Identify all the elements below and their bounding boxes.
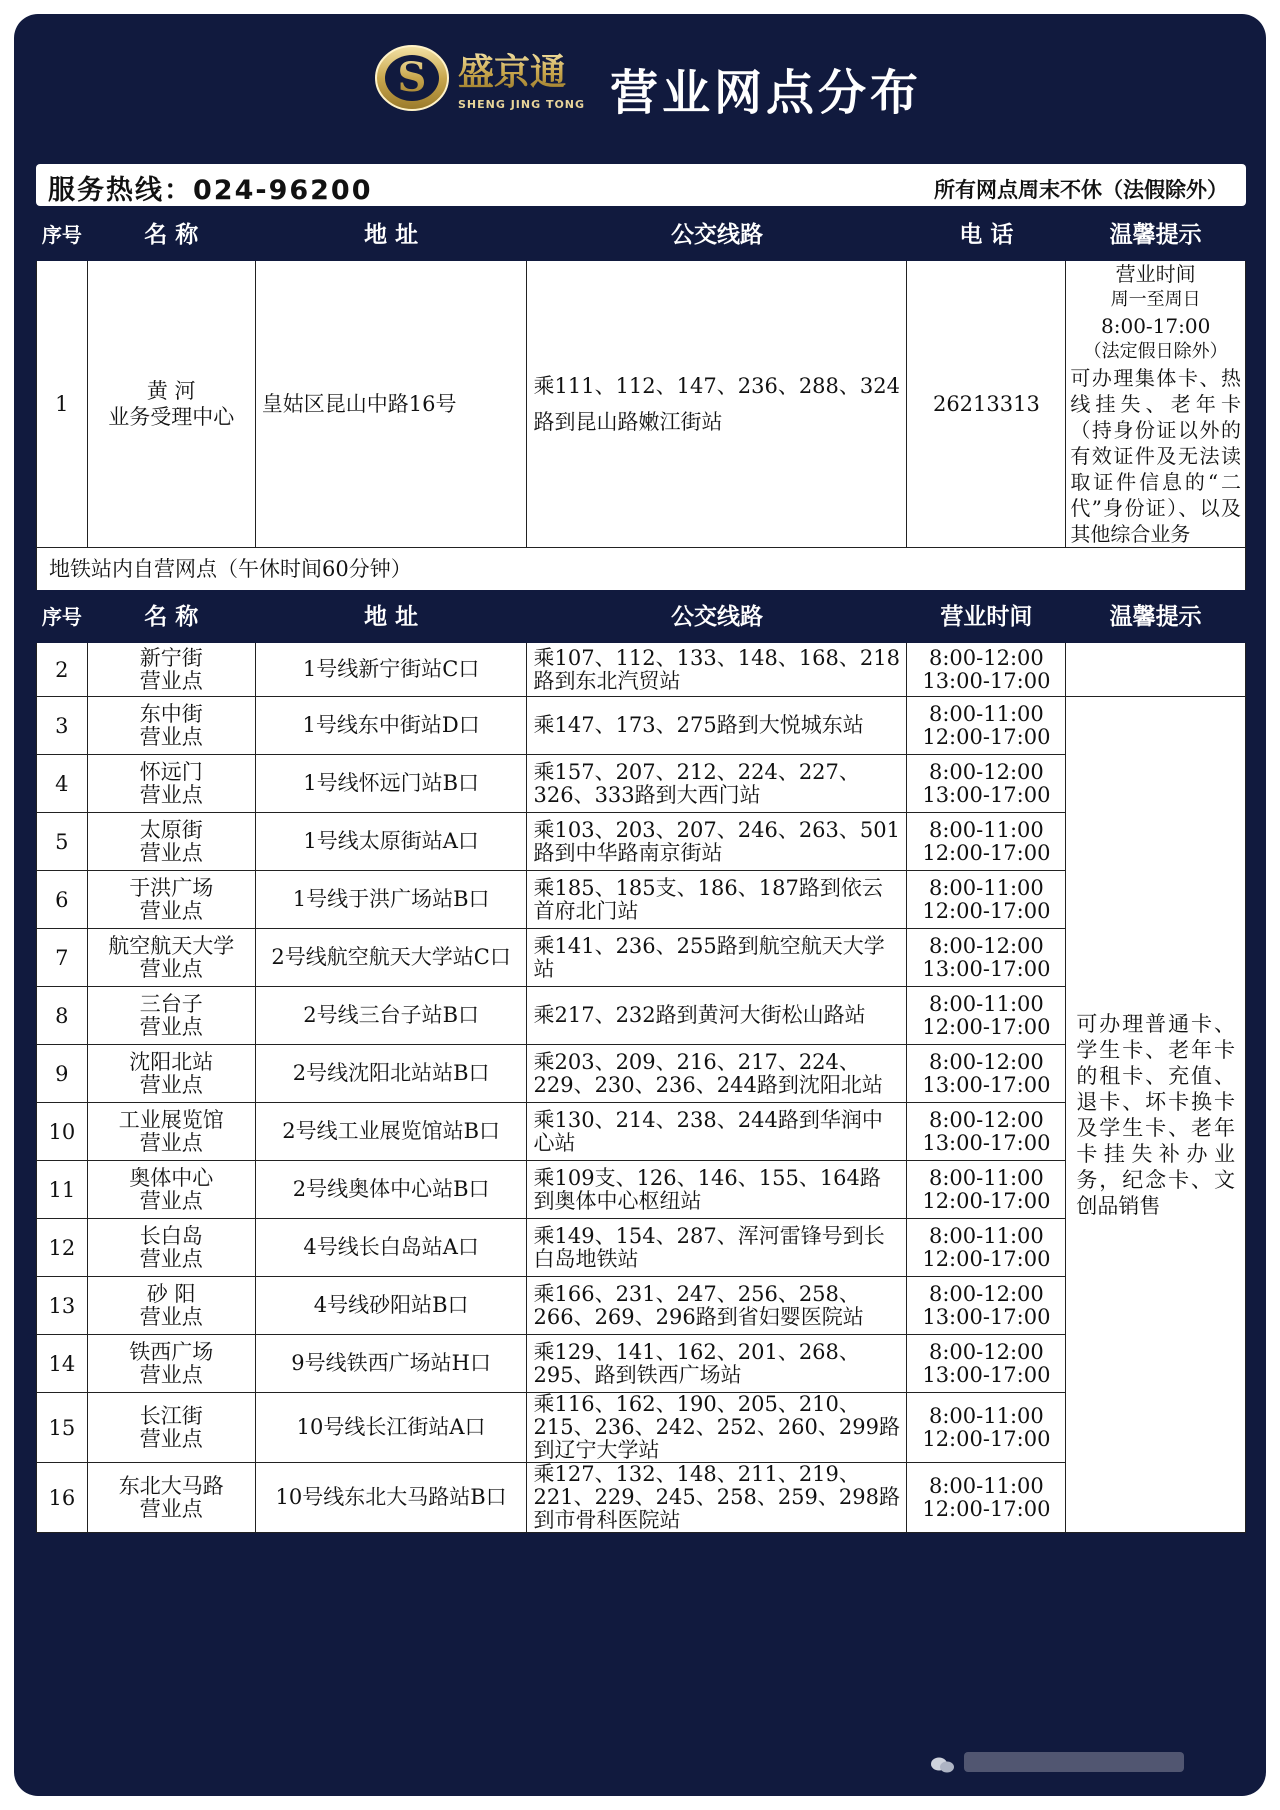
row-seq: 12	[37, 1219, 88, 1277]
row-address: 2号线工业展览馆站B口	[255, 1103, 527, 1161]
row-hours-pm: 12:00-17:00	[922, 840, 1051, 865]
metro-outlets-body	[37, 643, 1246, 1533]
row-name-line1: 砂 阳	[146, 1281, 196, 1306]
row-hours	[907, 813, 1066, 871]
tip-days: 周一至周日	[1110, 289, 1201, 310]
row-seq: 7	[37, 929, 88, 987]
row-name	[87, 755, 255, 813]
row-name	[87, 1045, 255, 1103]
row-name-line2: 营业点	[139, 1188, 203, 1213]
row-hours-am: 8:00-11:00	[929, 991, 1044, 1016]
row-address: 皇姑区昆山中路16号	[255, 261, 527, 548]
row-seq: 15	[37, 1393, 88, 1463]
row-name-line1: 东中街	[139, 701, 203, 726]
row-hours	[907, 1103, 1066, 1161]
row-name-line1: 奥体中心	[129, 1165, 214, 1190]
table2-header-row	[37, 591, 1246, 643]
row-hours-pm: 13:00-17:00	[922, 1072, 1051, 1097]
row-address: 1号线太原街站A口	[255, 813, 527, 871]
table-row	[37, 1219, 1246, 1277]
row-address: 1号线怀远门站B口	[255, 755, 527, 813]
row-address: 2号线奥体中心站B口	[255, 1161, 527, 1219]
row-tip	[1066, 261, 1246, 548]
row-hours	[907, 1277, 1066, 1335]
row-hours-am: 8:00-11:00	[929, 1403, 1044, 1428]
row-name-line2: 营业点	[139, 1304, 203, 1329]
row-hours	[907, 1045, 1066, 1103]
row-hours-pm: 13:00-17:00	[922, 668, 1051, 693]
row-hours-pm: 13:00-17:00	[922, 782, 1051, 807]
row-name	[87, 697, 255, 755]
row-seq: 2	[37, 643, 88, 697]
tip-services: 可办理集体卡、热线挂失、老年卡（持身份证以外的有效证件及无法读取证件信息的“二代”身份证）、以及其他综合业务	[1070, 366, 1241, 546]
row-name-line2: 营业点	[139, 1496, 203, 1521]
row-address: 10号线东北大马路站B口	[255, 1463, 527, 1533]
row-name-line1: 航空航天大学	[108, 933, 235, 958]
row-name-line1: 长白岛	[139, 1223, 203, 1248]
row-bus: 乘103、203、207、246、263、501路到中华路南京街站	[527, 813, 907, 871]
row-name-line2: 营业点	[139, 1246, 203, 1271]
row-hours-am: 8:00-12:00	[929, 1049, 1044, 1074]
col-header-hours: 营业时间	[907, 591, 1066, 643]
row-hours-am: 8:00-12:00	[929, 933, 1044, 958]
row-name	[87, 813, 255, 871]
weekend-note: 所有网点周末不休（法假除外）	[934, 178, 1228, 202]
row-name-line1: 三台子	[139, 991, 203, 1016]
section-label: 地铁站内自营网点（午休时间60分钟）	[36, 548, 1246, 590]
row-bus: 乘217、232路到黄河大街松山路站	[527, 987, 907, 1045]
table-row	[37, 813, 1246, 871]
row-seq: 4	[37, 755, 88, 813]
row-name-line2: 营业点	[139, 1072, 203, 1097]
row-hours	[907, 1463, 1066, 1533]
col-header-bus: 公交线路	[527, 591, 907, 643]
table-row	[37, 1045, 1246, 1103]
row-hours-am: 8:00-12:00	[929, 1107, 1044, 1132]
content-area	[36, 208, 1246, 1533]
row-hours-pm: 12:00-17:00	[922, 1496, 1051, 1521]
row-hours-pm: 13:00-17:00	[922, 1362, 1051, 1387]
row-name	[87, 1393, 255, 1463]
tip-hours: 8:00-17:00	[1101, 314, 1211, 338]
service-center-table	[36, 208, 1246, 548]
row-hours	[907, 1161, 1066, 1219]
row-name-line2: 营业点	[139, 956, 203, 981]
row-hours	[907, 755, 1066, 813]
row-hours-pm: 12:00-17:00	[922, 1246, 1051, 1271]
row-tip: 可办理普通卡、学生卡、老年卡的租卡、充值、退卡、坏卡换卡及学生卡、老年卡挂失补办业务，纪念卡、文创品销售	[1066, 697, 1246, 1533]
row-bus: 乘166、231、247、256、258、266、269、296路到省妇婴医院站	[527, 1277, 907, 1335]
row-name	[87, 1277, 255, 1335]
row-hours-pm: 12:00-17:00	[922, 724, 1051, 749]
logo-cn: 盛京通	[458, 51, 567, 93]
row-address: 4号线砂阳站B口	[255, 1277, 527, 1335]
row-hours-pm: 12:00-17:00	[922, 898, 1051, 923]
row-address: 2号线沈阳北站站B口	[255, 1045, 527, 1103]
row-name-line2: 营业点	[139, 1426, 203, 1451]
row-name-line1: 工业展览馆	[118, 1107, 224, 1132]
row-bus: 乘157、207、212、224、227、326、333路到大西门站	[527, 755, 907, 813]
hotline-bar	[36, 164, 1246, 206]
table-row	[37, 929, 1246, 987]
table-row	[37, 1161, 1246, 1219]
row-bus: 乘109支、126、146、155、164路到奥体中心枢纽站	[527, 1161, 907, 1219]
row-seq: 9	[37, 1045, 88, 1103]
row-name-line2: 营业点	[139, 724, 203, 749]
table-row	[37, 755, 1246, 813]
table-row	[37, 987, 1246, 1045]
row-address: 4号线长白岛站A口	[255, 1219, 527, 1277]
tip-hours-title: 营业时间	[1115, 262, 1196, 286]
row-seq: 11	[37, 1161, 88, 1219]
col-header-seq: 序号	[37, 591, 88, 643]
table-row	[37, 1103, 1246, 1161]
row-name-line1: 新宁街	[139, 645, 203, 670]
row-hours-pm: 13:00-17:00	[922, 1130, 1051, 1155]
row-name-line1: 黄 河	[146, 379, 196, 403]
row-seq: 5	[37, 813, 88, 871]
row-hours-pm: 13:00-17:00	[922, 956, 1051, 981]
shengjingtong-logo	[372, 38, 598, 120]
table-row	[37, 1463, 1246, 1533]
tip-holiday: （法定假日除外）	[1083, 341, 1228, 362]
row-seq: 8	[37, 987, 88, 1045]
row-address: 1号线于洪广场站B口	[255, 871, 527, 929]
col-header-tip: 温馨提示	[1066, 591, 1246, 643]
row-bus: 乘107、112、133、148、168、218路到东北汽贸站	[527, 643, 907, 697]
col-header-name: 名 称	[87, 209, 255, 261]
row-name-line1: 怀远门	[139, 759, 203, 784]
table-row	[37, 1393, 1246, 1463]
poster-frame	[14, 14, 1266, 1796]
row-seq: 3	[37, 697, 88, 755]
row-name	[87, 929, 255, 987]
col-header-bus: 公交线路	[527, 209, 907, 261]
row-address: 2号线三台子站B口	[255, 987, 527, 1045]
row-bus: 乘149、154、287、浑河雷锋号到长白岛地铁站	[527, 1219, 907, 1277]
row-name-line2: 营业点	[139, 668, 203, 693]
row-hours-am: 8:00-11:00	[929, 1473, 1044, 1498]
row-name-line1: 铁西广场	[129, 1339, 214, 1364]
row-hours	[907, 987, 1066, 1045]
table-row	[37, 261, 1246, 548]
row-name-line1: 东北大马路	[118, 1473, 224, 1498]
page-title: 营业网点分布	[610, 65, 923, 121]
row-address: 1号线新宁街站C口	[255, 643, 527, 697]
row-name-line2: 营业点	[139, 782, 203, 807]
row-seq: 6	[37, 871, 88, 929]
row-name-line2: 营业点	[139, 898, 203, 923]
logo-graphic	[372, 38, 598, 120]
table-row	[37, 1277, 1246, 1335]
col-header-phone: 电 话	[907, 209, 1066, 261]
row-name-line2: 营业点	[139, 1014, 203, 1039]
col-header-address: 地 址	[255, 209, 527, 261]
row-name-line1: 太原街	[139, 817, 203, 842]
row-name	[87, 1219, 255, 1277]
row-name	[87, 643, 255, 697]
row-name	[87, 1161, 255, 1219]
col-header-name: 名 称	[87, 591, 255, 643]
row-name	[87, 871, 255, 929]
row-name-line1: 长江街	[139, 1403, 203, 1428]
row-address: 2号线航空航天大学站C口	[255, 929, 527, 987]
logo-en: SHENG JING TONG	[458, 98, 586, 111]
table-row	[37, 871, 1246, 929]
metro-outlets-table	[36, 590, 1246, 1533]
row-bus: 乘130、214、238、244路到华润中心站	[527, 1103, 907, 1161]
row-hours-am: 8:00-12:00	[929, 759, 1044, 784]
row-hours-am: 8:00-11:00	[929, 1165, 1044, 1190]
hotline-text: 服务热线：024-96200	[48, 175, 373, 206]
table-row	[37, 643, 1246, 697]
row-seq: 13	[37, 1277, 88, 1335]
row-bus: 乘111、112、147、236、288、324路到昆山路嫩江街站	[527, 261, 907, 548]
row-name	[87, 1463, 255, 1533]
row-bus: 乘116、162、190、205、210、215、236、242、252、260、299路到辽宁大学站	[527, 1393, 907, 1463]
wechat-watermark-icon	[930, 1756, 956, 1774]
row-address: 1号线东中街站D口	[255, 697, 527, 755]
col-header-tip: 温馨提示	[1066, 209, 1246, 261]
row-hours-pm: 12:00-17:00	[922, 1426, 1051, 1451]
row-seq: 16	[37, 1463, 88, 1533]
row-hours	[907, 1393, 1066, 1463]
row-hours-pm: 13:00-17:00	[922, 1304, 1051, 1329]
row-name	[87, 1335, 255, 1393]
row-bus: 乘203、209、216、217、224、229、230、236、244路到沈阳北站	[527, 1045, 907, 1103]
row-bus: 乘129、141、162、201、268、295、路到铁西广场站	[527, 1335, 907, 1393]
row-hours	[907, 1219, 1066, 1277]
row-tip-empty	[1066, 643, 1246, 697]
row-hours	[907, 697, 1066, 755]
row-hours	[907, 929, 1066, 987]
row-seq: 14	[37, 1335, 88, 1393]
row-hours-am: 8:00-11:00	[929, 1223, 1044, 1248]
row-hours-am: 8:00-12:00	[929, 1281, 1044, 1306]
row-name-line2: 营业点	[139, 1362, 203, 1387]
row-hours-am: 8:00-12:00	[929, 1339, 1044, 1364]
col-header-address: 地 址	[255, 591, 527, 643]
row-address: 9号线铁西广场站H口	[255, 1335, 527, 1393]
row-hours	[907, 1335, 1066, 1393]
row-name-line1: 于洪广场	[129, 875, 214, 900]
col-header-seq: 序号	[37, 209, 88, 261]
row-phone: 26213313	[907, 261, 1066, 548]
row-name-line1: 沈阳北站	[129, 1049, 214, 1074]
row-hours-pm: 12:00-17:00	[922, 1014, 1051, 1039]
row-name	[87, 261, 255, 548]
row-name-line2: 业务受理中心	[108, 405, 235, 429]
row-bus: 乘185、185支、186、187路到依云首府北门站	[527, 871, 907, 929]
row-bus: 乘141、236、255路到航空航天大学站	[527, 929, 907, 987]
table-row	[37, 1335, 1246, 1393]
row-name-line2: 营业点	[139, 1130, 203, 1155]
row-hours-am: 8:00-11:00	[929, 817, 1044, 842]
row-bus: 乘127、132、148、211、219、221、229、245、258、259、298路到市骨科医院站	[527, 1463, 907, 1533]
watermark-blurred	[964, 1752, 1184, 1772]
row-hours	[907, 643, 1066, 697]
row-hours	[907, 871, 1066, 929]
row-seq: 1	[37, 261, 88, 548]
row-bus: 乘147、173、275路到大悦城东站	[527, 697, 907, 755]
table-row	[37, 697, 1246, 755]
row-address: 10号线长江街站A口	[255, 1393, 527, 1463]
header	[14, 14, 1266, 164]
row-hours-am: 8:00-11:00	[929, 875, 1044, 900]
row-name-line2: 营业点	[139, 840, 203, 865]
logo-s-mark: S	[397, 54, 427, 101]
row-seq: 10	[37, 1103, 88, 1161]
row-hours-pm: 12:00-17:00	[922, 1188, 1051, 1213]
row-hours-am: 8:00-11:00	[929, 701, 1044, 726]
row-name	[87, 987, 255, 1045]
row-hours-am: 8:00-12:00	[929, 645, 1044, 670]
row-name	[87, 1103, 255, 1161]
table1-header-row	[37, 209, 1246, 261]
